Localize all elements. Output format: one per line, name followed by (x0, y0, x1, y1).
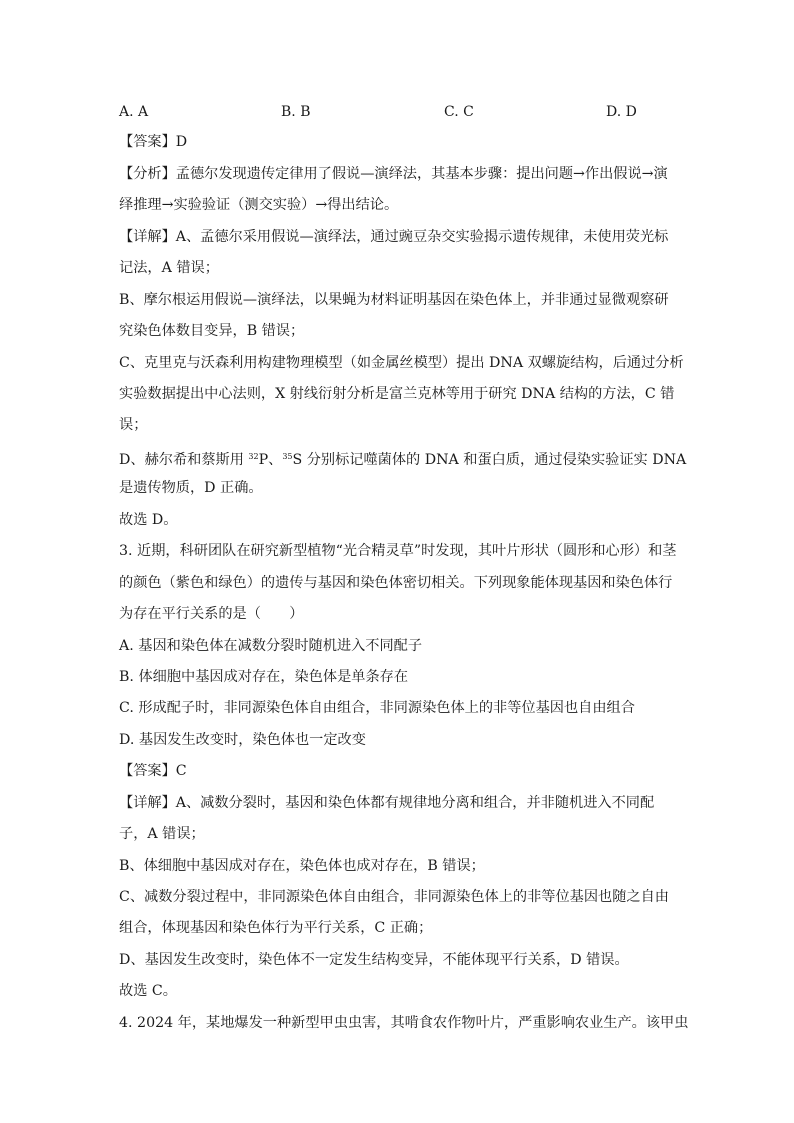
q3-detail-line-3: B、体细胞中基因成对存在，染色体也成对存在，B 错误； (119, 858, 485, 874)
detail-line-8 (119, 447, 686, 470)
q3-option-a: A. 基因和染色体在减数分裂时随机进入不同配子 (119, 638, 423, 654)
detail-line-4: 究染色体数目变异，B 错误； (119, 323, 305, 339)
answer-label-q2: 【答案】D (119, 134, 188, 150)
q3-detail-line-4: C、减数分裂过程中，非同源染色体自由组合，非同源染色体上的非等位基因也随之自由 (119, 889, 669, 905)
answer-label-q3: 【答案】C (119, 763, 187, 779)
isotope-35-sup: 35 (282, 452, 293, 461)
option-c: C. C (444, 104, 474, 120)
choice-line-q2: 故选 D。 (119, 512, 178, 528)
q3-option-b: B. 体细胞中基因成对存在，染色体是单条存在 (119, 669, 409, 685)
detail-line-1: 【详解】A、孟德尔采用假说—演绎法，通过豌豆杂交实验揭示遗传规律，未使用荧光标 (119, 229, 669, 245)
choice-line-q3: 故选 C。 (119, 983, 177, 999)
option-b: B. B (281, 104, 311, 120)
question-3-line-3: 为存在平行关系的是（ ） (119, 606, 304, 622)
option-d: D. D (606, 104, 637, 120)
q3-option-c: C. 形成配子时，非同源染色体自由组合，非同源染色体上的非等位基因也自由组合 (119, 700, 635, 716)
detail-line-3: B、摩尔根运用假说—演绎法，以果蝇为材料证明基因在染色体上，并非通过显微观察研 (119, 292, 669, 308)
q3-option-d: D. 基因发生改变时，染色体也一定改变 (119, 732, 366, 748)
detail-line-5: C、克里克与沃森利用构建物理模型（如金属丝模型）提出 DNA 双螺旋结构，后通过分析 (119, 355, 684, 371)
option-a: A. A (119, 104, 149, 120)
detail-line-6: 实验数据提出中心法则，X 射线衍射分析是富兰克林等用于研究 DNA 结构的方法，C 错 (119, 386, 675, 402)
detail-line-8-post: S 分别标记噬菌体的 DNA 和蛋白质，通过侵染实验证实 DNA (292, 452, 687, 468)
q3-detail-line-6: D、基因发生改变时，染色体不一定发生结构变异，不能体现平行关系，D 错误。 (119, 952, 629, 968)
analysis-line-2: 绎推理→实验验证（测交实验）→得出结论。 (119, 197, 399, 213)
analysis-line-1: 【分析】孟德尔发现遗传定律用了假说—演绎法，其基本步骤：提出问题→作出假说→演 (119, 166, 668, 182)
question-3-line-1: 3. 近期，科研团队在研究新型植物“光合精灵草”时发现，其叶片形状（圆形和心形）和茎 (119, 543, 677, 559)
q3-detail-line-2: 子，A 错误； (119, 826, 205, 842)
detail-line-2: 记法，A 错误； (119, 260, 219, 276)
detail-line-9: 是遗传物质，D 正确。 (119, 480, 263, 496)
q3-detail-line-5: 组合，体现基因和染色体行为平行关系，C 正确； (119, 920, 433, 936)
q3-detail-line-1: 【详解】A、减数分裂时，基因和染色体都有规律地分离和组合，并非随机进入不同配 (119, 795, 655, 811)
detail-line-7: 误； (119, 417, 148, 433)
question-4-line-1: 4. 2024 年，某地爆发一种新型甲虫虫害，其啃食农作物叶片，严重影响农业生产。该甲虫 (119, 1015, 689, 1031)
detail-line-8-pre: D、赫尔希和蔡斯用 (119, 452, 249, 468)
detail-line-8-mid: P、 (258, 452, 283, 468)
isotope-32-sup: 32 (248, 452, 259, 461)
question-3-line-2: 的颜色（紫色和绿色）的遗传与基因和染色体密切相关。下列现象能体现基因和染色体行 (119, 575, 673, 591)
options-row (0, 102, 794, 122)
